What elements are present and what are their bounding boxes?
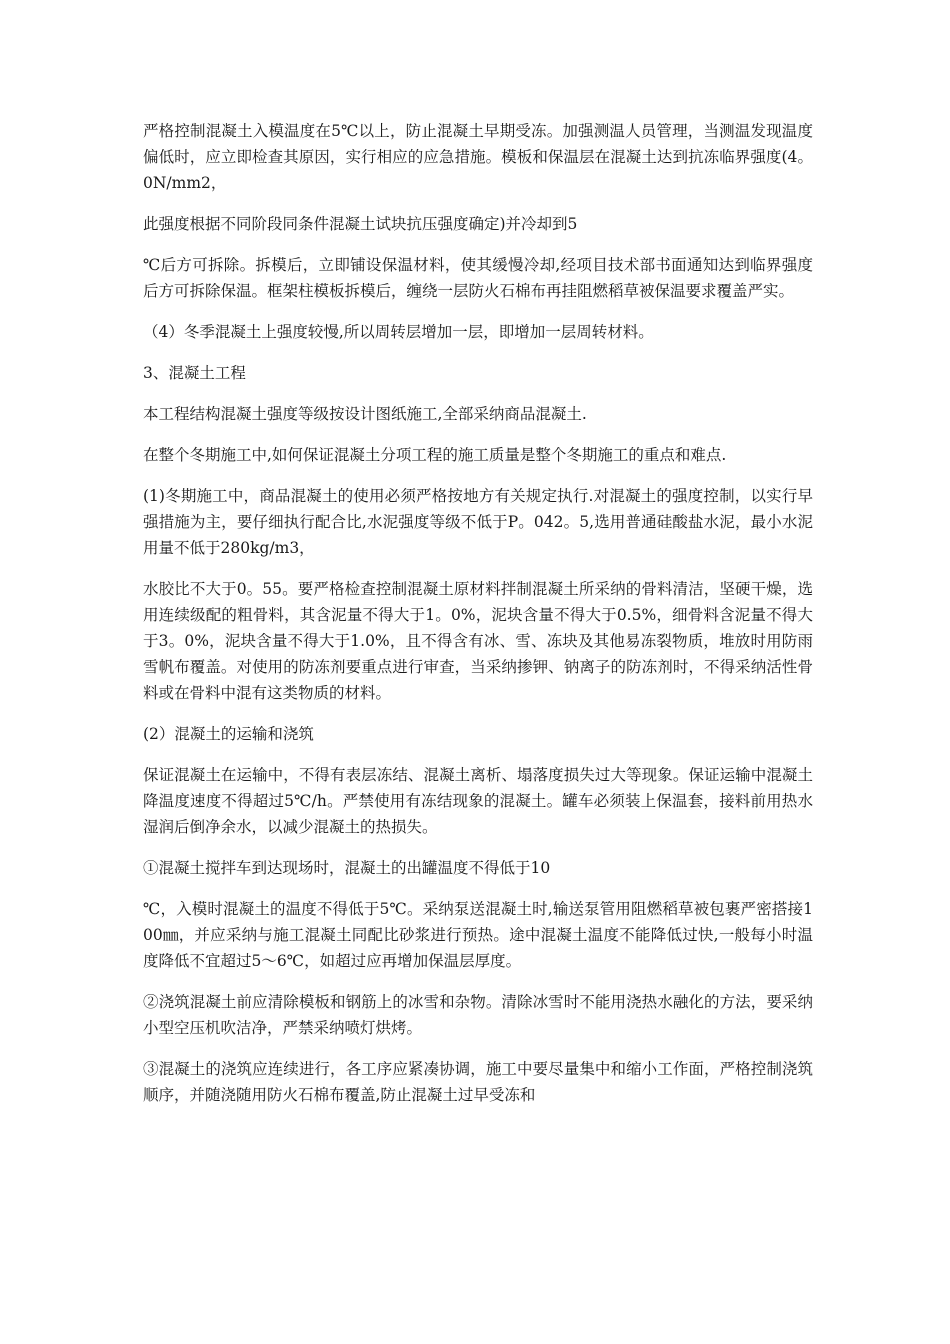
paragraph-13: ℃，入模时混凝土的温度不得低于5℃。采纳泵送混凝土时,输送泵管用阻燃稻草被包裹严密搭接100㎜，并应采纳与施工混凝土同配比砂浆进行预热。途中混凝土温度不能降低过快,一般每小时温度降低不宜超过5～6℃，如超过应再增加保温层厚度。 bbox=[143, 900, 813, 970]
paragraph-7: 在整个冬期施工中,如何保证混凝土分项工程的施工质量是整个冬期施工的重点和难点. bbox=[143, 446, 727, 464]
paragraph-6: 本工程结构混凝土强度等级按设计图纸施工,全部采纳商品混凝土. bbox=[143, 405, 587, 423]
document-body bbox=[143, 118, 813, 1123]
paragraph-4: （4）冬季混凝土上强度较慢,所以周转层增加一层，即增加一层周转材料。 bbox=[143, 323, 654, 341]
subheading-transport: (2）混凝土的运输和浇筑 bbox=[143, 725, 314, 743]
paragraph-12: ①混凝土搅拌车到达现场时，混凝土的出罐温度不得低于10 bbox=[143, 859, 551, 877]
paragraph-14: ②浇筑混凝土前应清除模板和钢筋上的冰雪和杂物。清除冰雪时不能用浇热水融化的方法，要采纳小型空压机吹洁净，严禁采纳喷灯烘烤。 bbox=[143, 993, 813, 1037]
paragraph-3: ℃后方可拆除。拆模后，立即铺设保温材料，使其缓慢冷却,经项目技术部书面通知达到临界强度后方可拆除保温。框架柱模板拆模后，缠绕一层防火石棉布再挂阻燃稻草被保温要求覆盖严实。 bbox=[143, 256, 813, 300]
paragraph-15: ③混凝土的浇筑应连续进行，各工序应紧凑协调，施工中要尽量集中和缩小工作面，严格控制浇筑顺序，并随浇随用防火石棉布覆盖,防止混凝土过早受冻和 bbox=[143, 1060, 813, 1104]
paragraph-2: 此强度根据不同阶段同条件混凝土试块抗压强度确定)并冷却到5 bbox=[143, 215, 578, 233]
paragraph-1: 严格控制混凝土入模温度在5℃以上，防止混凝土早期受冻。加强测温人员管理，当测温发现温度偏低时，应立即检查其原因，实行相应的应急措施。模板和保温层在混凝土达到抗冻临界强度(4。0N/mm2， bbox=[143, 122, 813, 192]
paragraph-9: 水胶比不大于0。55。要严格检查控制混凝土原材料拌制混凝土所采纳的骨料清洁，坚硬干燥，选用连续级配的粗骨料，其含泥量不得大于1。0%，泥块含量不得大于0.5%，细骨料含泥量不得大于3。0%，泥块含量不得大于1.0%，且不得含有冰、雪、冻块及其他易冻裂物质，堆放时用防雨雪帆布覆盖。对使用的防冻剂要重点进行审查，当采纳掺钾、钠离子的防冻剂时，不得采纳活性骨料或在骨料中混有这类物质的材料。 bbox=[143, 580, 813, 702]
paragraph-11: 保证混凝土在运输中，不得有表层冻结、混凝土离析、塌落度损失过大等现象。保证运输中混凝土降温度速度不得超过5℃/h。严禁使用有冻结现象的混凝土。罐车必须装上保温套，接料前用热水湿润后倒净余水，以减少混凝土的热损失。 bbox=[143, 766, 813, 836]
paragraph-8: (1)冬期施工中，商品混凝土的使用必须严格按地方有关规定执行.对混凝土的强度控制，以实行早强措施为主，要仔细执行配合比,水泥强度等级不低于P。042。5,选用普通硅酸盐水泥，最小水泥用量不低于280kg/m3， bbox=[143, 487, 813, 557]
section-heading-concrete: 3、混凝土工程 bbox=[143, 364, 246, 382]
